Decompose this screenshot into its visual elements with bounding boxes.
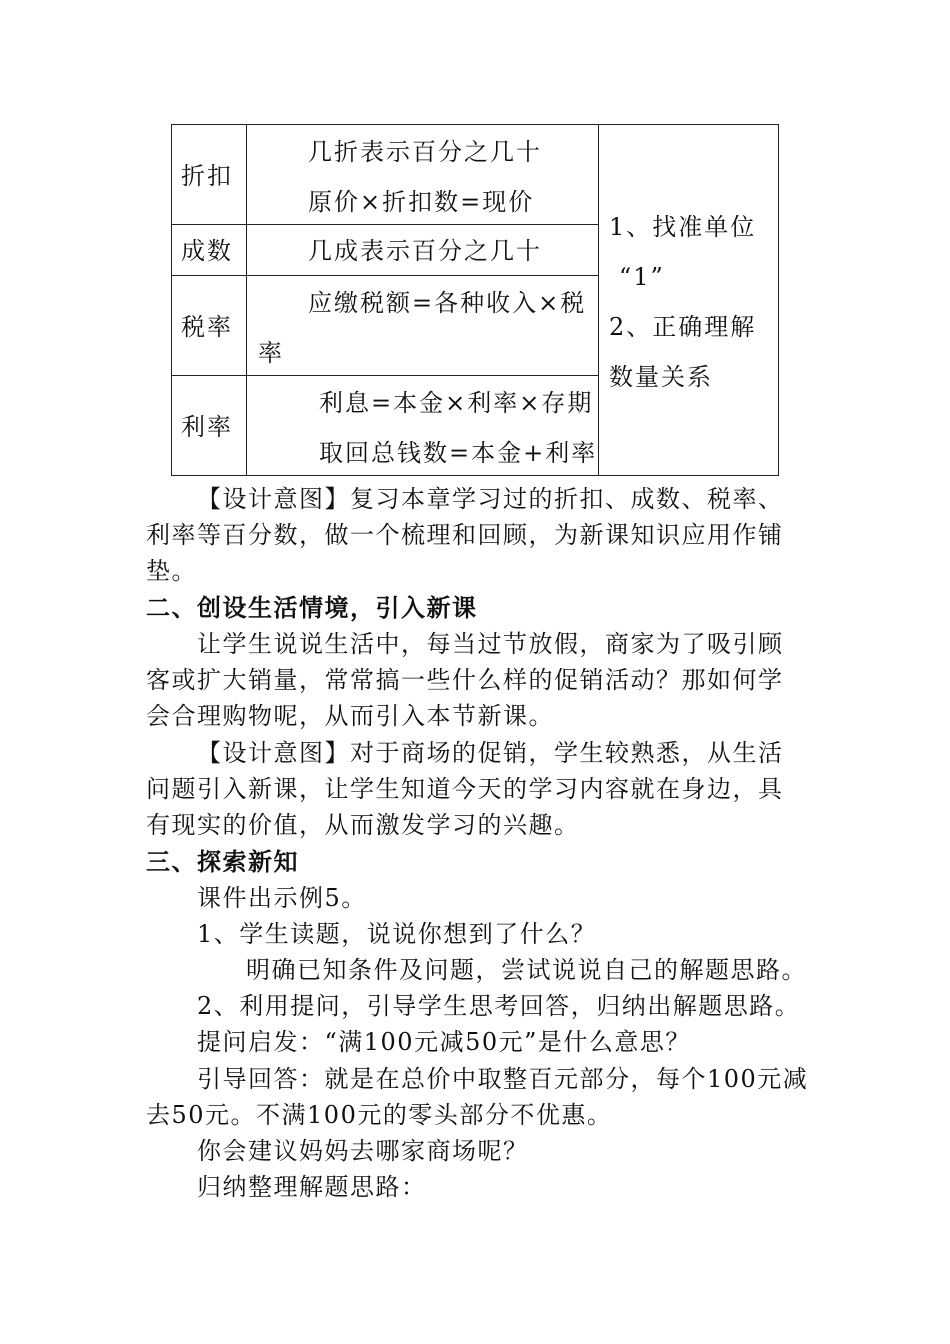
body3-line-8: 你会建议妈妈去哪家商场呢？ (197, 1137, 529, 1165)
body3-line-6: 引导回答：就是在总价中取整百元部分，每个100元减 (197, 1065, 809, 1093)
body3-line-2: 1、学生读题，说说你想到了什么？ (197, 920, 597, 948)
intent2-line-3: 有现实的价值，从而激发学习的兴趣。 (146, 811, 580, 839)
note-line-2: “1” (619, 263, 665, 291)
para2-line-3: 会合理购物呢，从而引入本节新课。 (146, 702, 554, 730)
intent1-line-1: 【设计意图】复习本章学习过的折扣、成数、税率、 (197, 485, 784, 513)
note-line-3: 2、正确理解 (609, 313, 757, 341)
body3-line-4: 2、利用提问，引导学生思考回答，归纳出解题思路。 (197, 992, 801, 1020)
row-chengshu-line-1: 几成表示百分之几十 (308, 237, 542, 265)
row-label-chengshu: 成数 (181, 237, 233, 265)
body3-line-9: 归纳整理解题思路： (197, 1173, 427, 1201)
section-heading-3: 三、探索新知 (146, 847, 299, 876)
row-tax-line-2: 率 (258, 339, 284, 367)
body3-line-5: 提问启发：“满100元减50元”是什么意思？ (197, 1028, 691, 1056)
intent1-line-2: 利率等百分数，做一个梳理和回顾，为新课知识应用作铺 (146, 521, 784, 549)
note-line-1: 1、找准单位 (609, 213, 757, 241)
intent1-line-3: 垫。 (146, 557, 197, 585)
row-label-interest-rate: 利率 (181, 413, 233, 441)
section-heading-2: 二、创设生活情境，引入新课 (146, 593, 478, 622)
row-interest-line-1: 利息=本金×利率×存期 (319, 389, 594, 417)
body3-line-7: 去50元。不满100元的零头部分不优惠。 (146, 1101, 613, 1129)
note-line-4: 数量关系 (609, 363, 713, 391)
intent2-line-1: 【设计意图】对于商场的促销，学生较熟悉，从生活 (197, 739, 784, 767)
row-tax-line-1: 应缴税额=各种收入×税 (308, 289, 587, 317)
intent2-line-2: 问题引入新课，让学生知道今天的学习内容就在身边，具 (146, 775, 784, 803)
percent-review-table (171, 124, 779, 476)
row-interest-line-2: 取回总钱数=本金+利率 (319, 439, 598, 467)
body3-line-1: 课件出示例5。 (197, 884, 367, 912)
para2-line-1: 让学生说说生活中，每当过节放假，商家为了吸引顾 (197, 630, 784, 658)
para2-line-2: 客或扩大销量，常常搞一些什么样的促销活动？那如何学 (146, 666, 784, 694)
row-discount-line-1: 几折表示百分之几十 (308, 138, 542, 166)
body3-line-3: 明确已知条件及问题，尝试说说自己的解题思路。 (246, 956, 807, 984)
row-discount-line-2: 原价×折扣数=现价 (308, 188, 535, 216)
row-label-discount: 折扣 (181, 162, 233, 190)
row-label-tax-rate: 税率 (181, 313, 233, 341)
